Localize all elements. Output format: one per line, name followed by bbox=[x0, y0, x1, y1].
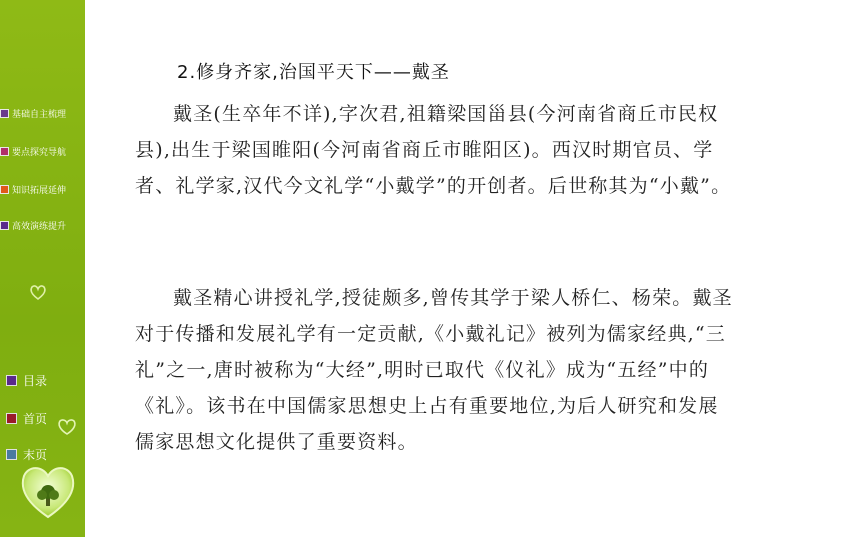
menu-item-label: 要点探究导航 bbox=[12, 147, 67, 158]
nav-first-page-label: 首页 bbox=[23, 411, 48, 426]
menu-square-icon bbox=[0, 185, 9, 194]
nav-square-icon bbox=[6, 413, 17, 424]
small-heart-icon bbox=[29, 284, 47, 300]
menu-square-icon bbox=[0, 147, 9, 156]
section-heading: 2.修身齐家,治国平天下——戴圣 bbox=[177, 62, 450, 83]
paragraph-contribution: 戴圣精心讲授礼学,授徒颇多,曾传其学于梁人桥仁、杨荣。戴圣对于传播和发展礼学有一定贡献,《小戴礼记》被列为儒家经典,“三礼”之一,唐时被称为“大经”,明时已取代《仪礼》成为“五经”中的《礼》。该书在中国儒家思想史上占有重要地位,为后人研究和发展儒家思想文化提供了重要资料。 bbox=[135, 287, 733, 453]
nav-first-page-button[interactable] bbox=[6, 410, 47, 426]
menu-square-icon bbox=[0, 221, 9, 230]
heart-tree-icon bbox=[18, 462, 78, 520]
nav-square-icon bbox=[6, 375, 17, 386]
paragraph-biography: 戴圣(生卒年不详),字次君,祖籍梁国甾县(今河南省商丘市民权县),出生于梁国睢阳(今河南省商丘市睢阳区)。西汉时期官员、学者、礼学家,汉代今文礼学“小戴学”的开创者。后世称其为“小戴”。 bbox=[135, 103, 732, 197]
nav-last-page-button[interactable] bbox=[6, 446, 47, 462]
menu-item-extension[interactable] bbox=[0, 181, 66, 197]
sidebar bbox=[0, 0, 85, 537]
menu-item-key-points[interactable] bbox=[0, 143, 66, 159]
menu-square-icon bbox=[0, 109, 9, 118]
menu-item-label: 高效演练提升 bbox=[12, 221, 67, 232]
small-heart-icon bbox=[57, 418, 77, 436]
menu-item-basics[interactable] bbox=[0, 105, 66, 121]
menu-item-label: 基础自主梳理 bbox=[12, 109, 67, 120]
nav-square-icon bbox=[6, 449, 17, 460]
menu-item-practice[interactable] bbox=[0, 217, 66, 233]
nav-contents-label: 目录 bbox=[23, 373, 48, 388]
nav-last-page-label: 末页 bbox=[23, 447, 48, 462]
nav-contents-button[interactable] bbox=[6, 372, 47, 388]
menu-item-label: 知识拓展延伸 bbox=[12, 185, 67, 196]
